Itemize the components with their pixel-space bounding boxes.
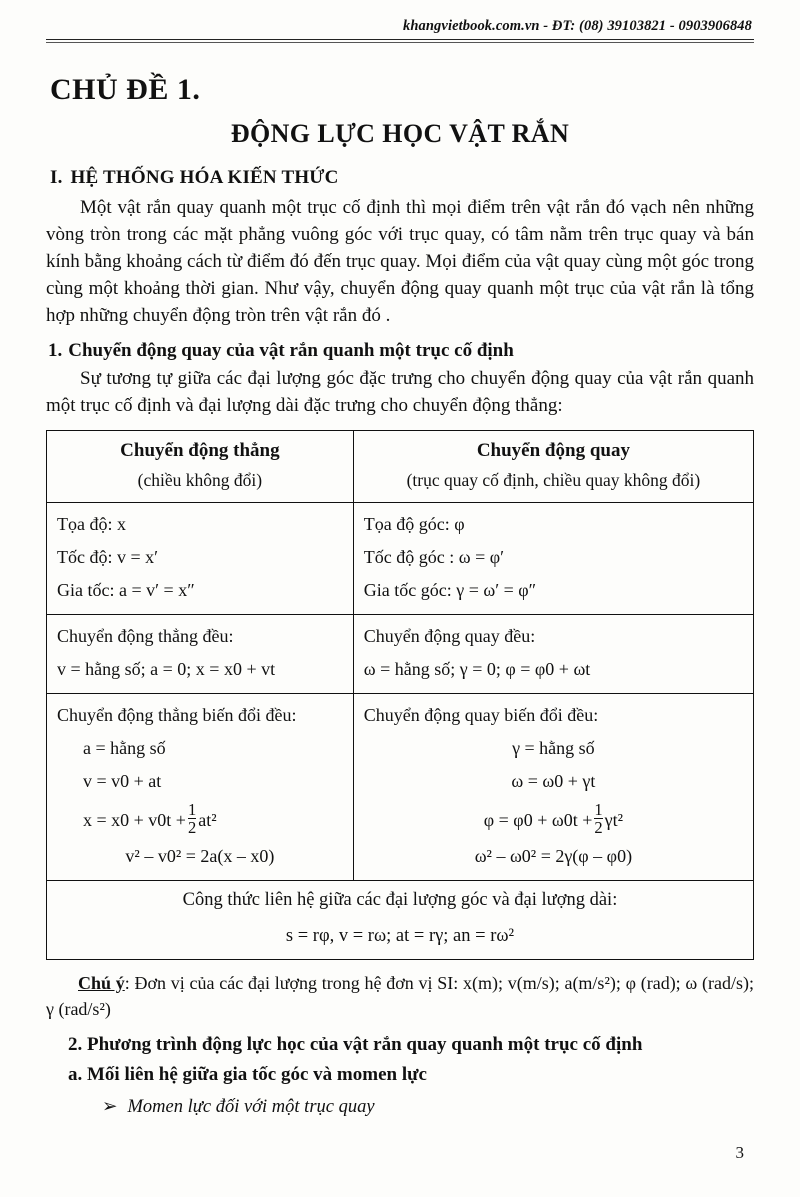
row3-right-title: Chuyển động quay biến đổi đều: xyxy=(363,704,599,725)
subsection-paragraph-1: Sự tương tự giữa các đại lượng góc đặc trưng cho chuyển động quay của vật rắn quanh một trục cố định và đại lượng dài đặc trưng cho chuyển động thẳng: xyxy=(46,367,754,416)
subsection-heading-2 xyxy=(68,1034,754,1056)
row1-right-line1: Tọa độ góc: φ xyxy=(363,513,465,534)
section-heading xyxy=(50,167,754,189)
header-rule-thick xyxy=(46,39,754,40)
header-right-main: Chuyển động quay xyxy=(476,439,630,461)
row4-full xyxy=(47,881,754,960)
row3-right-eq3-post: γt² xyxy=(604,809,623,830)
fraction-one-half: $\frac{1}{2}$ xyxy=(187,799,197,837)
bullet-label: Momen lực đối với một trục quay xyxy=(127,1096,375,1117)
table-row xyxy=(47,502,754,614)
header-rule-thin xyxy=(46,42,754,43)
table-row xyxy=(47,693,754,881)
row3-left-line2: v = v0 + at xyxy=(83,770,162,791)
page-title: ĐỘNG LỰC HỌC VẬT RẮN xyxy=(230,119,570,148)
table-header-right xyxy=(353,430,753,502)
subsection-label-2: Phương trình động lực học của vật rắn quay quanh một trục cố định xyxy=(87,1033,643,1055)
header-left-main: Chuyển động thẳng xyxy=(120,439,280,461)
bullet-item xyxy=(102,1096,754,1118)
header-left-sub: (chiều không đổi) xyxy=(137,470,263,491)
table-row xyxy=(47,614,754,693)
fraction-one-half: $\frac{1}{2}$ xyxy=(594,799,603,837)
note-label: Chú ý xyxy=(78,972,125,993)
row3-left-line1: a = hằng số xyxy=(83,737,166,758)
row2-right xyxy=(353,614,753,693)
subsection-heading-1 xyxy=(48,340,754,362)
row1-right-line3: Gia tốc góc: γ = ω′ = φ″ xyxy=(363,579,537,600)
row3-left-eq4: v² – v0² = 2a(x – x0) xyxy=(125,846,275,867)
subsection-number-1: 1. xyxy=(48,339,63,361)
chapter-label: CHỦ ĐỀ 1. xyxy=(50,73,201,106)
row4-line2: s = rφ, v = rω; at = rγ; an = rω² xyxy=(285,925,515,946)
row3-right-eq3 xyxy=(364,801,743,838)
arrow-bullet-icon: ➢ xyxy=(102,1096,118,1117)
row1-right xyxy=(353,502,753,614)
row3-left-eq3-pre: x = x0 + v0t + xyxy=(83,809,186,830)
row4-line1: Công thức liên hệ giữa các đại lượng góc và đại lượng dài: xyxy=(182,890,618,911)
subsection-label-1: Chuyển động quay của vật rắn quanh một trục cố định xyxy=(68,339,514,361)
row1-left-line2: Tốc độ: v = x′ xyxy=(57,546,159,567)
row2-left-line1: Chuyển động thẳng đều: xyxy=(57,625,234,646)
row3-left-eq3 xyxy=(83,801,343,838)
row3-right xyxy=(353,693,753,881)
note-block xyxy=(46,970,754,1022)
section-label: HỆ THỐNG HÓA KIẾN THỨC xyxy=(70,167,339,188)
row3-left-eq3-post: at² xyxy=(198,809,217,830)
page-content xyxy=(46,18,754,1118)
subsection-number-2: 2. xyxy=(68,1033,83,1055)
page-header: khangvietbook.com.vn - ĐT: (08) 39103821 - 0903906848 xyxy=(403,18,752,34)
row2-right-line2: ω = hằng số; γ = 0; φ = φ0 + ωt xyxy=(363,658,591,679)
note-text: : Đơn vị của các đại lượng trong hệ đơn vị SI: x(m); v(m/s); a(m/s²); φ (rad); ω (rad/s); γ (rad/s²) xyxy=(46,972,755,1019)
table-row xyxy=(47,881,754,960)
row1-left-line1: Tọa độ: x xyxy=(57,513,126,534)
row3-right-eq3-pre: φ = φ0 + ω0t + xyxy=(483,809,593,830)
row3-right-line1: γ = hằng số xyxy=(512,737,595,758)
row1-left xyxy=(47,502,354,614)
subsection-heading-a xyxy=(68,1064,754,1086)
subsection-number-a: a. xyxy=(68,1063,83,1085)
row3-left-title: Chuyển động thẳng biến đổi đều: xyxy=(57,704,297,725)
row1-left-line3: Gia tốc: a = v′ = x″ xyxy=(57,579,195,600)
comparison-table xyxy=(46,430,754,960)
row3-right-eq4: ω² – ω0² = 2γ(φ – φ0) xyxy=(474,846,633,867)
row3-left xyxy=(47,693,354,881)
row2-right-line1: Chuyển động quay đều: xyxy=(363,625,536,646)
page-number: 3 xyxy=(735,1143,744,1162)
section-number: I. xyxy=(50,167,63,188)
subsection-label-a: Mối liên hệ giữa gia tốc góc và momen lực xyxy=(87,1063,427,1085)
row2-left-line2: v = hằng số; a = 0; x = x0 + vt xyxy=(57,658,276,679)
table-header-row xyxy=(47,430,754,502)
section-paragraph: Một vật rắn quay quanh một trục cố định thì mọi điểm trên vật rắn đó vạch nên những vòng tròn trong các mặt phẳng vuông góc với trục quay, có tâm nằm trên trục quay và bán kính bằng khoảng cách từ điểm đó đến trục quay. Mọi điểm của vật quay cùng một góc trong cùng một khoảng thời gian. Như vậy, chuyển động quay quanh một trục của vật rắn là tổng hợp những chuyển động tròn trên vật rắn đó . xyxy=(46,197,754,326)
row3-right-line2: ω = ω0 + γt xyxy=(511,770,596,791)
row1-right-line2: Tốc độ góc : ω = φ′ xyxy=(363,546,505,567)
row2-left xyxy=(47,614,354,693)
header-right-sub: (trục quay cố định, chiều quay không đổi) xyxy=(406,470,701,491)
table-header-left xyxy=(47,430,354,502)
